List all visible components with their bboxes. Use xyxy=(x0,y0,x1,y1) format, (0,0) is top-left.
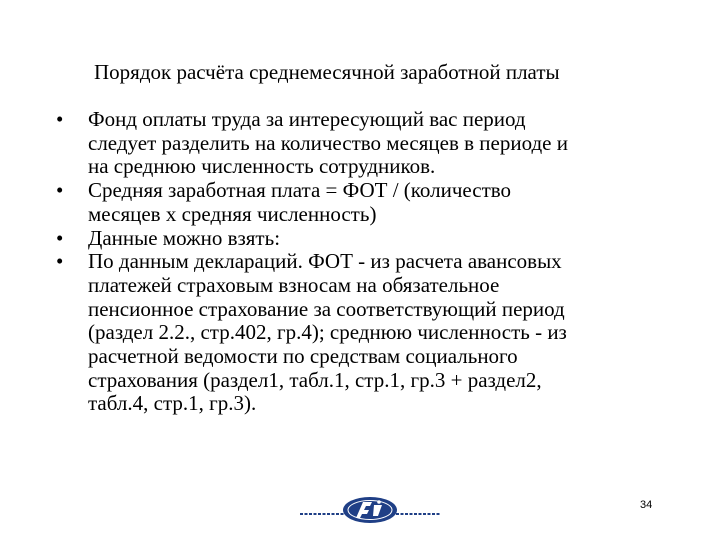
bullet-marker: • xyxy=(56,178,64,203)
bullet-item xyxy=(56,250,656,416)
page-number: 34 xyxy=(640,499,653,511)
bullet-text: Фонд оплаты труда за интересующий вас период следует разделить на количество месяцев в периоде и на среднюю численность сотрудников. xyxy=(88,107,568,179)
bullet-list xyxy=(56,108,656,416)
bullet-item xyxy=(56,108,656,179)
bullet-marker: • xyxy=(56,225,64,250)
bullet-text: По данным деклараций. ФОТ - из расчета авансовых платежей страховым взносам на обязательное пенсионное страхование за соответствующий период (раздел 2.2., стр.402, гр.4); среднюю численность - из расчетной ведомости по средствам социального страхования (раздел1, табл.1, стр.1, гр.3 + раздел2, табл.4, стр.1, гр.3). xyxy=(88,249,567,416)
emblem-logo-icon xyxy=(300,496,440,524)
bullet-item xyxy=(56,179,656,226)
bullet-text: Данные можно взять: xyxy=(88,225,281,250)
bullet-item xyxy=(56,227,656,251)
bullet-text: Средняя заработная плата = ФОТ / (количество месяцев х средняя численность) xyxy=(88,178,512,226)
slide-title: Порядок расчёта среднемесячной заработной платы xyxy=(94,60,560,84)
bullet-marker: • xyxy=(56,249,64,274)
bullet-marker: • xyxy=(56,107,64,131)
